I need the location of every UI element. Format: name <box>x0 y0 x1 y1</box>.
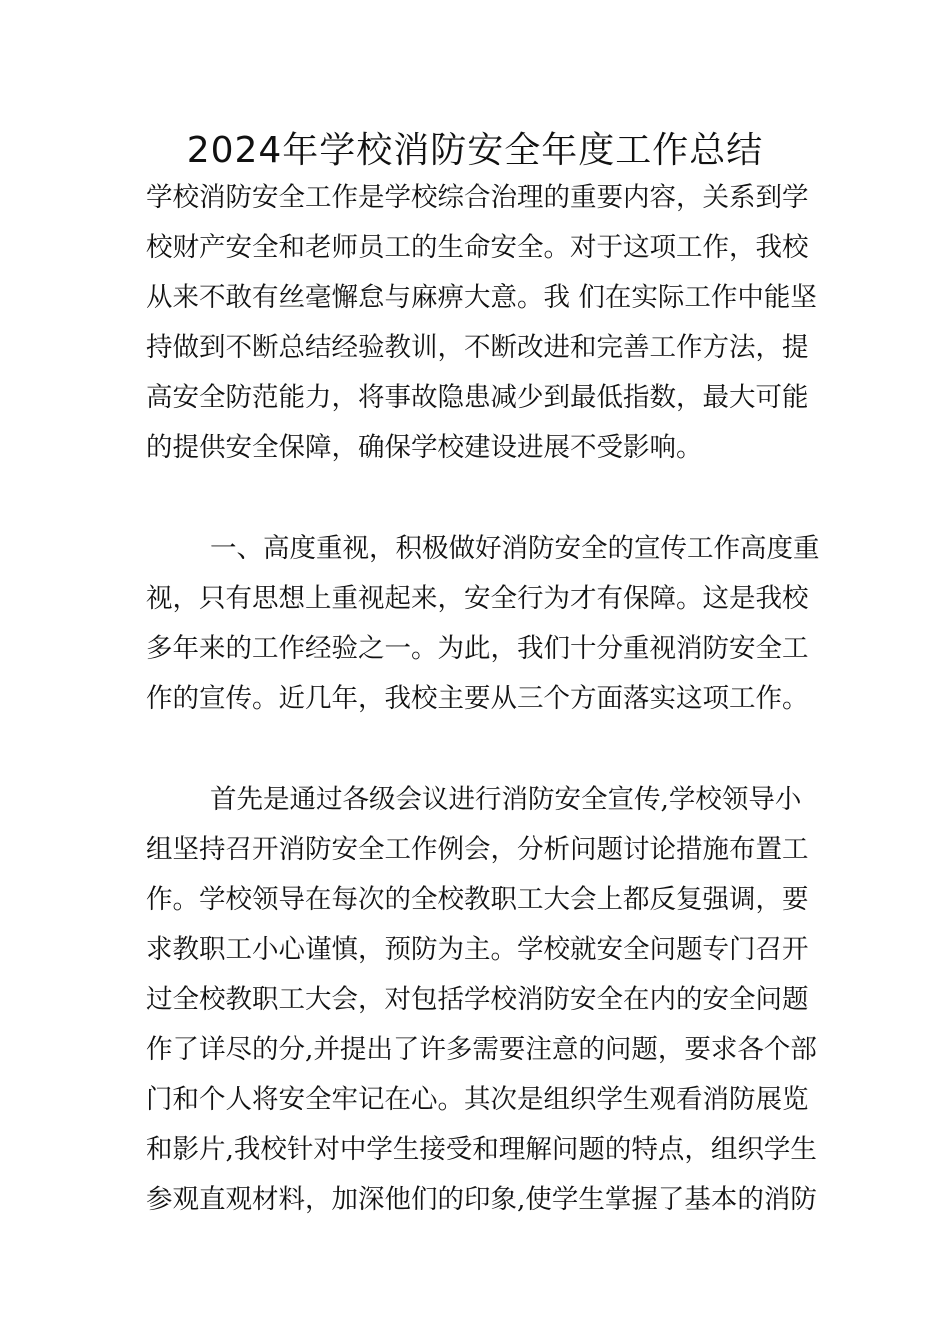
text-line-16: 作了详尽的分,并提出了许多需要注意的问题，要求各个部 <box>146 1034 817 1065</box>
document-title: 2024年学校消防安全年度工作总结 <box>186 130 764 171</box>
text-line-4: 持做到不断总结经验教训，不断改进和完善工作方法，提 <box>146 332 809 363</box>
text-line-6: 的提供安全保障，确保学校建设进展不受影响。 <box>146 432 703 463</box>
text-line-11: 首先是通过各级会议进行消防安全宣传,学校领导小 <box>210 784 802 815</box>
text-line-5: 高安全防范能力，将事故隐患减少到最低指数，最大可能 <box>146 382 809 413</box>
text-line-2: 校财产安全和老师员工的生命安全。对于这项工作，我校 <box>146 232 809 263</box>
text-line-14: 求教职工小心谨慎，预防为主。学校就安全问题专门召开 <box>146 934 809 965</box>
text-line-8: 视，只有思想上重视起来，安全行为才有保障。这是我校 <box>146 583 809 614</box>
text-line-18: 和影片,我校针对中学生接受和理解问题的特点，组织学生 <box>146 1134 817 1165</box>
text-line-3: 从来不敢有丝毫懈怠与麻痹大意。我 们在实际工作中能坚 <box>146 282 817 313</box>
text-line-1: 学校消防安全工作是学校综合治理的重要内容，关系到学 <box>146 182 809 213</box>
text-line-19: 参观直观材料，加深他们的印象,使学生掌握了基本的消防 <box>146 1184 817 1215</box>
text-line-15: 过全校教职工大会，对包括学校消防安全在内的安全问题 <box>146 984 809 1015</box>
text-line-9: 多年来的工作经验之一。为此，我们十分重视消防安全工 <box>146 633 809 664</box>
text-line-7: 一、高度重视，积极做好消防安全的宣传工作高度重 <box>210 533 820 564</box>
text-line-13: 作。学校领导在每次的全校教职工大会上都反复强调，要 <box>146 884 809 915</box>
text-line-10: 作的宣传。近几年，我校主要从三个方面落实这项工作。 <box>146 683 809 714</box>
text-line-12: 组坚持召开消防安全工作例会，分析问题讨论措施布置工 <box>146 834 809 865</box>
text-line-17: 门和个人将安全牢记在心。其次是组织学生观看消防展览 <box>146 1084 809 1115</box>
